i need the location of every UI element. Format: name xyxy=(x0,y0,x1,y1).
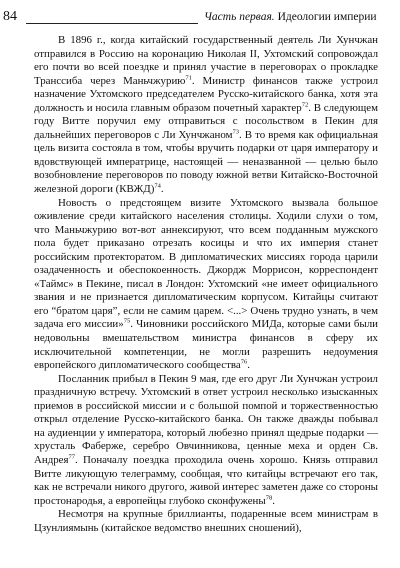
paragraph-text: . Чиновники российского МИДа, которые сами были недовольны вмешательством министра финансов в сферу их исключительной компетенции, не могли разрешить недоумения европейского дипломатического сообщества xyxy=(34,318,379,372)
paragraph-text: . В то время как официальная цель визита состояла в том, чтобы вручить подарки от царя императору и вдовствующей императрице, настоящей — неназванной — целью было возобновление переговоров по поводу южной ветви Китайско-Восточной железной дороги (КВЖД) xyxy=(34,128,379,196)
footnote-marker: 73 xyxy=(232,128,239,136)
body-text xyxy=(34,34,378,535)
running-head-part: Часть первая. xyxy=(204,11,275,23)
footnote-marker: 72 xyxy=(301,101,309,109)
header-rule xyxy=(26,23,198,24)
footnote-marker: 74 xyxy=(154,182,161,190)
paragraph-text: . В следующем году Витте поручил ему отправиться с посольством в Пекин для дальнейших переговоров с Ли Хунчжаном xyxy=(34,101,378,141)
paragraph-text: . xyxy=(160,183,164,196)
paragraph-text: . Поначалу поездка проходила очень хорошо. Князь отправил Витте ликующую телеграмму, сообщая, что китайцы встречают его так, как не встречали никого другого, живой интерес заметен даже со стороны простонародья, а европейцы глубоко сконфужены xyxy=(34,453,378,507)
running-head-chapter: Идеологии империи xyxy=(277,11,377,23)
paragraph xyxy=(34,373,378,508)
footnote-marker: 75 xyxy=(123,317,131,325)
footnote-marker: 71 xyxy=(185,74,192,82)
paragraph-text: В 1896 г., когда китайский государственный деятель Ли Хунчжан отправился в Россию на коронацию Николая II, Ухтомский сопровождал его почти во всей поездке и принял участие в переговорах о прокладке Транссиба через Маньчжурию xyxy=(34,34,378,87)
paragraph xyxy=(34,34,378,197)
paragraph-text: Новость о предстоящем визите Ухтомского вызвала большое оживление среди китайского населения столицы. Ходили слухи о том, что Маньчжурию вот-вот аннексируют, что всем подданным мужского пола будет приказано отрезать косицы и что их империя станет российским протекторатом. В дипломатических миссиях города царили озадаченность и обеспокоенность. Джордж Моррисон, корреспондент «Таймс» в Пекине, писал в Лондон: Ухтомский «не имеет официального звания и не признается дипломатическим корпусом. Китайцы считают его “братом царя”, если не самим царем. <...> Очень трудно узнать, в чем задача его миссии» xyxy=(34,196,378,331)
running-header xyxy=(0,7,400,27)
paragraph-text: Несмотря на крупные бриллианты, подаренные всем министрам в Цзунлиямынь (китайское ведомство внешних сношений), xyxy=(34,508,378,534)
footnote-marker: 78 xyxy=(265,493,273,501)
footnote-marker: 76 xyxy=(240,358,248,366)
paragraph xyxy=(34,197,378,373)
paragraph-text: . xyxy=(272,494,275,507)
running-head xyxy=(204,10,377,24)
paragraph-text: Посланник прибыл в Пекин 9 мая, где его друг Ли Хунчжан устроил праздничную встречу. Ухтомский в ответ устроил несколько изысканных приемов в российской миссии и с большой помпой и торжественностью открыл отделение Русско-китайского банка. Он также дважды побывал на аудиенции у императора, который любезно принял щедрые подарки — хрусталь Фаберже, серебро Овчинникова, ценные меха и орден Св. Андрея xyxy=(34,372,378,466)
paragraph-text: . xyxy=(247,359,250,372)
paragraph-text: . Министр финансов также устроил назначение Ухтомского председателем Русско-китайского банка, хотя эта должность и носила главным образом почетный характер xyxy=(34,74,378,114)
paragraph xyxy=(34,508,378,535)
page-number: 84 xyxy=(3,9,17,24)
footnote-marker: 77 xyxy=(68,453,76,461)
